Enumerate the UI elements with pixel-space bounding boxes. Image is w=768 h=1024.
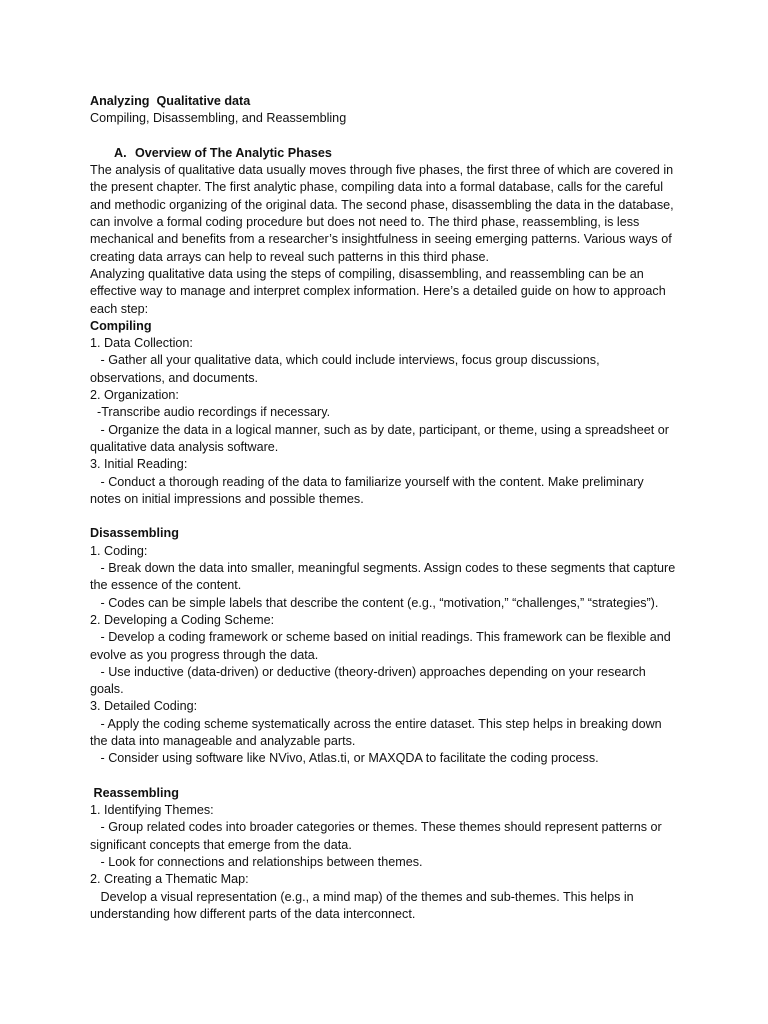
list-item: 2. Developing a Coding Scheme: (90, 612, 275, 627)
list-item: goals. (90, 682, 124, 697)
paragraph-line: The analysis of qualitative data usually moves through five phases, the first three of which are covered in (90, 163, 674, 178)
paragraph-line: and methodic organizing of the original data. The second phase, disassembling the data in the database, (90, 197, 674, 212)
list-item: - Codes can be simple labels that describe the content (e.g., “motivation,” “challenges,” “strategies”). (90, 595, 659, 610)
list-item: the data into manageable and analyzable parts. (90, 733, 356, 748)
list-item: - Break down the data into smaller, meaningful segments. Assign codes to these segments that capture (90, 561, 676, 576)
list-item: understanding how different parts of the data interconnect. (90, 906, 416, 921)
list-item: 3. Detailed Coding: (90, 699, 198, 714)
list-item: - Group related codes into broader categories or themes. These themes should represent patterns or (90, 820, 662, 835)
section-a-heading (90, 145, 680, 162)
document-page (90, 93, 680, 923)
paragraph-line: mechanical and benefits from a researcher’s insightfulness in seeing emerging patterns. Various ways of (90, 232, 672, 247)
list-item: 2. Creating a Thematic Map: (90, 872, 249, 887)
list-item: - Consider using software like NVivo, Atlas.ti, or MAXQDA to facilitate the coding process. (90, 751, 599, 766)
spacer (90, 128, 680, 145)
list-item: 1. Coding: (90, 543, 148, 558)
reassembling-heading: Reassembling (90, 785, 179, 800)
section-a-title: Overview of The Analytic Phases (135, 145, 332, 160)
paragraph-line: Analyzing qualitative data using the steps of compiling, disassembling, and reassembling can be an (90, 266, 644, 281)
list-item: 1. Data Collection: (90, 336, 193, 351)
intro-paragraph (90, 162, 680, 266)
paragraph-line: each step: (90, 301, 149, 316)
list-item: - Apply the coding scheme systematically across the entire dataset. This step helps in breaking down (90, 716, 662, 731)
disassembling-section (90, 525, 680, 767)
list-item: evolve as you progress through the data. (90, 647, 319, 662)
list-item: - Develop a coding framework or scheme based on initial readings. This framework can be flexible and (90, 630, 671, 645)
list-item: 3. Initial Reading: (90, 457, 188, 472)
disassembling-heading: Disassembling (90, 526, 179, 541)
section-a-letter: A. (114, 145, 127, 160)
compiling-section (90, 318, 680, 508)
reassembling-section (90, 785, 680, 923)
spacer (90, 508, 680, 525)
document-subtitle: Compiling, Disassembling, and Reassembling (90, 111, 347, 126)
list-item: significant concepts that emerge from the data. (90, 837, 352, 852)
guide-paragraph (90, 266, 680, 318)
list-item: the essence of the content. (90, 578, 242, 593)
list-item: notes on initial impressions and possible themes. (90, 491, 364, 506)
list-item: - Use inductive (data-driven) or deductive (theory-driven) approaches depending on your research (90, 664, 646, 679)
list-item: -Transcribe audio recordings if necessary. (90, 405, 331, 420)
list-item: - Gather all your qualitative data, which could include interviews, focus group discussions, (90, 353, 600, 368)
list-item: 1. Identifying Themes: (90, 803, 214, 818)
list-item: - Conduct a thorough reading of the data to familiarize yourself with the content. Make preliminary (90, 474, 644, 489)
list-item: 2. Organization: (90, 388, 179, 403)
list-item: - Look for connections and relationships between themes. (90, 855, 423, 870)
list-item: observations, and documents. (90, 370, 259, 385)
document-title: Analyzing Qualitative data (90, 94, 251, 108)
paragraph-line: creating data arrays can help to reveal such patterns in this third phase. (90, 249, 490, 264)
paragraph-line: can involve a formal coding procedure but does not need to. The third phase, reassembling, is less (90, 215, 640, 230)
spacer (90, 768, 680, 785)
list-item: qualitative data analysis software. (90, 439, 279, 454)
paragraph-line: the present chapter. The first analytic phase, compiling data into a formal database, calls for the careful (90, 180, 664, 195)
list-item: Develop a visual representation (e.g., a mind map) of the themes and sub-themes. This helps in (90, 889, 634, 904)
compiling-heading: Compiling (90, 318, 152, 333)
paragraph-line: effective way to manage and interpret complex information. Here’s a detailed guide on how to approach (90, 284, 666, 299)
list-item: - Organize the data in a logical manner, such as by date, participant, or theme, using a spreadsheet or (90, 422, 669, 437)
title-block (90, 93, 680, 128)
